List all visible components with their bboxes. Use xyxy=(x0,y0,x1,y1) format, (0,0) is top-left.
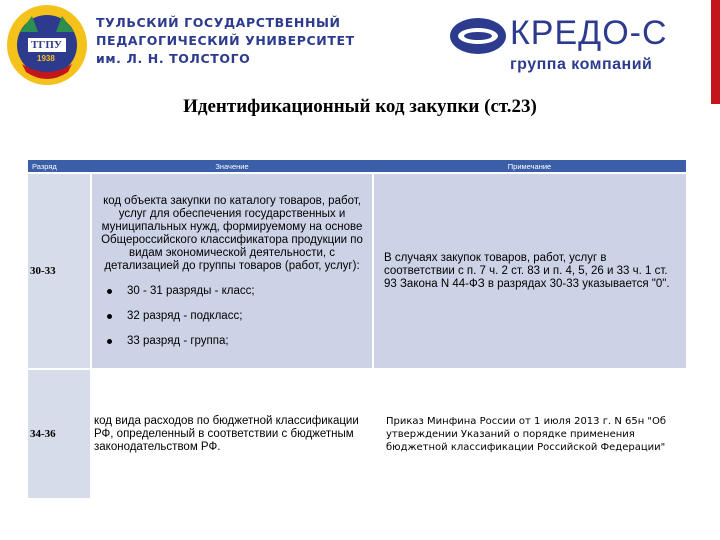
bullet-icon xyxy=(107,339,112,344)
code-table xyxy=(28,160,686,498)
table-row xyxy=(28,369,686,498)
kredo-emblem-icon xyxy=(448,16,508,56)
header-digits: Разряд xyxy=(28,160,91,173)
list-item xyxy=(93,310,371,323)
kredo-subtitle: группа компаний xyxy=(510,56,653,73)
header-value: Значение xyxy=(91,160,373,173)
accent-bar xyxy=(711,0,720,104)
university-logo-year: 1938 xyxy=(37,54,55,63)
university-name xyxy=(96,14,355,68)
university-name-line: ПЕДАГОГИЧЕСКИЙ УНИВЕРСИТЕТ xyxy=(96,33,355,48)
bullet-icon xyxy=(107,314,112,319)
university-name-line: ТУЛЬСКИЙ ГОСУДАРСТВЕННЫЙ xyxy=(96,15,341,30)
table-header-row xyxy=(28,160,686,173)
row-value xyxy=(91,173,373,369)
list-item-text: 30 - 31 разряды - класс; xyxy=(127,284,255,297)
list-item-text: 32 разряд - подкласс; xyxy=(127,309,243,322)
row-digits: 34-36 xyxy=(28,369,91,498)
row-value-text: код объекта закупки по каталогу товаров, работ, услуг для обеспечения государственных и муниципальных нужд, формируемому на основе Общероссийского классификатора продукции по видам экономической деятельности, с детализацией до группы товаров (работ, услуг): xyxy=(101,194,363,272)
row-note: Приказ Минфина России от 1 июля 2013 г. N 65н "Об утверждении Указаний о порядке применения бюджетной классификации Российской Федерации" xyxy=(373,369,686,498)
university-logo xyxy=(4,2,90,88)
row-value xyxy=(91,369,373,498)
kredo-logo xyxy=(440,14,708,76)
kredo-name: КРЕДО-С xyxy=(510,14,668,52)
header-note: Примечание xyxy=(373,160,686,173)
page-title: Идентификационный код закупки (ст.23) xyxy=(183,96,537,117)
row-note: В случаях закупок товаров, работ, услуг в соответствии с п. 7 ч. 2 ст. 83 и п. 4, 5, 26 и 33 ч. 1 ст. 93 Закона N 44-ФЗ в разрядах 30-33 указывается "0". xyxy=(373,173,686,369)
list-item-text: 33 разряд - группа; xyxy=(127,334,229,347)
row-digits: 30-33 xyxy=(28,173,91,369)
university-logo-text: ТГПУ xyxy=(31,39,62,51)
list-item xyxy=(93,285,371,298)
list-item xyxy=(93,335,371,348)
table-row xyxy=(28,173,686,369)
university-name-line: им. Л. Н. ТОЛСТОГО xyxy=(96,51,251,66)
bullet-icon xyxy=(107,289,112,294)
row-value-text: код вида расходов по бюджетной классификации РФ, определенный в соответствии с бюджетным законодательством РФ. xyxy=(94,414,359,453)
